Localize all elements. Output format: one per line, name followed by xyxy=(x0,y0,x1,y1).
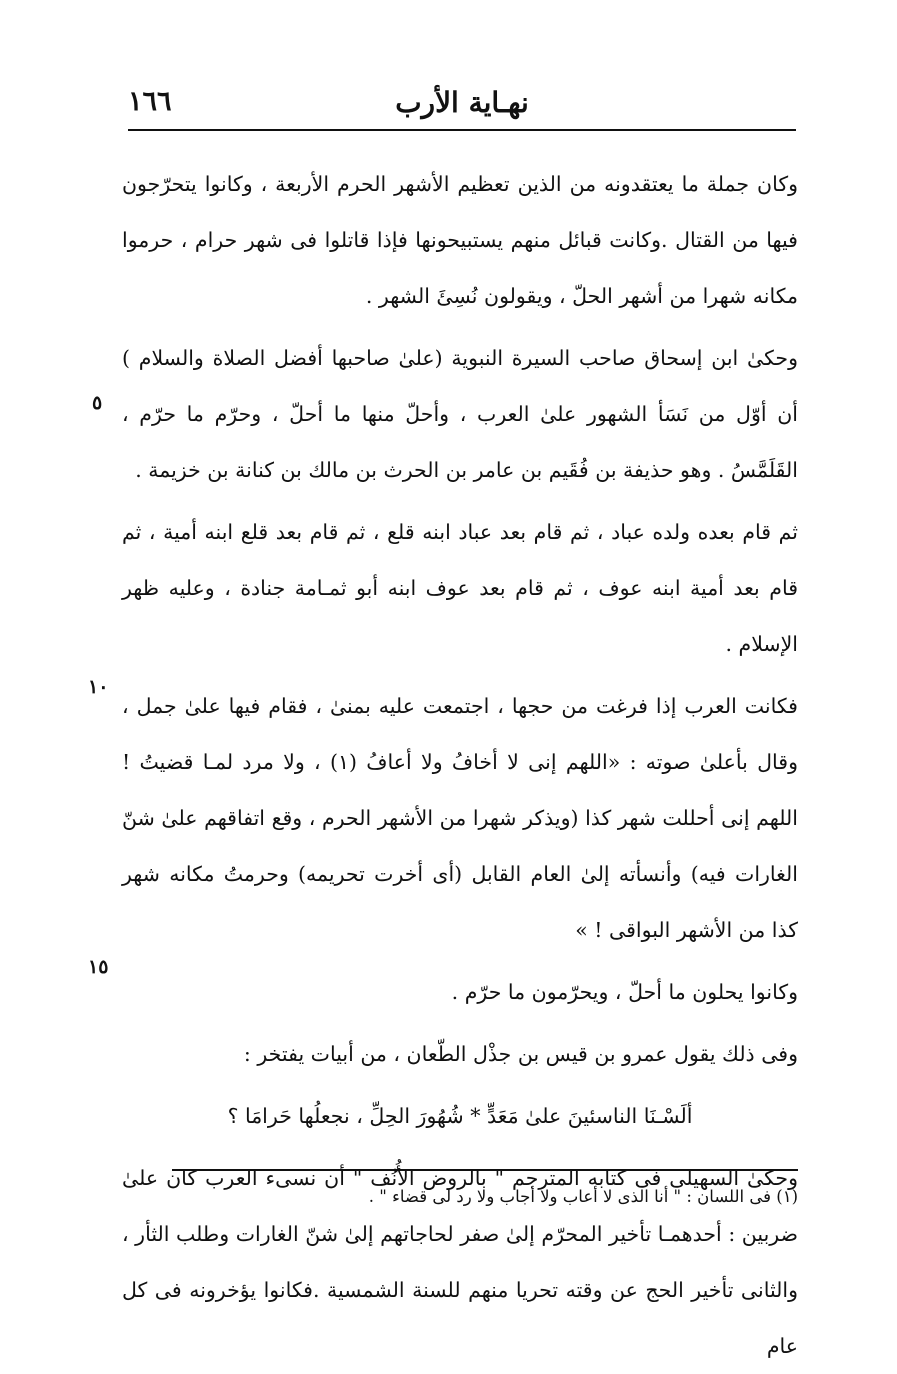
header-rule xyxy=(128,129,796,131)
poem-verse: ألَسْـنَا الناسئينَ علىٰ مَعَدٍّ * شُهُورَ الحِلِّ ، نجعلُها حَرامَا ؟ xyxy=(227,1104,693,1128)
footnote-rule xyxy=(172,1169,798,1171)
paragraph: فكانت العرب إذا فرغت من حجها ، اجتمعت عليه بمنىٰ ، فقام فيها علىٰ جمل ، وقال بأعلىٰ صوته : «اللهم إنى لا أخافُ ولا أعافُ (١) ، ولا مرد لمـا قضيتُ ! اللهم إنى أحللت شهر كذا (ويذكر شهرا من الأشهر الحرم ، وقع اتفاقهم علىٰ شنّ الغارات فيه) وأنسأته إلىٰ العام القابل (أى أخرت تحريمه) وحرمتُ مكانه شهر كذا من الأشهر البواقى ! » xyxy=(122,694,798,942)
running-title: نهـاية الأرب xyxy=(395,86,529,119)
paragraph: وحكىٰ السهيلى فى كتابه المترجم " بالروض الأُنُف " أن نسىء العرب كان علىٰ ضربين : أحدهمـا تأخير المحرّم إلىٰ صفر لحاجاتهم إلىٰ شنّ الغارات وطلب الثأر ، والثانى تأخير الحج عن وقته تحريا منهم للسنة الشمسية .فكانوا يؤخرونه فى كل عام xyxy=(122,1166,798,1358)
paragraph: ثم قام بعده ولده عباد ، ثم قام بعد عباد ابنه قلع ، ثم قام بعد قلع ابنه أمية ، ثم قام بعد أمية ابنه عوف ، ثم قام بعد عوف ابنه أبو ثمـامة جنادة ، وعليه ظهر الإسلام . xyxy=(122,520,798,656)
line-number-5: ٥ xyxy=(92,392,103,414)
line-number-10: ١٠ xyxy=(88,676,109,698)
footnote: (١) فى اللسان : " أنا الذى لا أعاب ولا أجاب ولا رد لى قضاء " . xyxy=(368,1187,798,1206)
paragraph: وفى ذلك يقول عمرو بن قيس بن جذْل الطّعان ، من أبيات يفتخر : xyxy=(243,1042,798,1066)
line-number-15: ١٥ xyxy=(88,956,109,978)
page-number: ١٦٦ xyxy=(128,86,172,117)
page-header xyxy=(128,80,796,124)
paragraph: وكان جملة ما يعتقدونه من الذين تعظيم الأشهر الحرم الأربعة ، وكانوا يتحرّجون فيها من القتال .وكانت قبائل منهم يستبيحونها فإذا قاتلوا فى شهر حرام ، حرموا مكانه شهرا من أشهر الحلّ ، ويقولون نُسِئَ الشهر . xyxy=(122,172,798,308)
paragraph: وحكىٰ ابن إسحاق صاحب السيرة النبوية (علىٰ صاحبها أفضل الصلاة والسلام ) أن أوّل من نَسَأ الشهور علىٰ العرب ، وأحلّ منها ما أحلّ ، وحرّم ما حرّم ، القَلَمَّسُ . وهو حذيفة بن فُقَيم بن عامر بن الحرث بن مالك بن كنانة بن خزيمة . xyxy=(122,346,798,482)
paragraph: وكانوا يحلون ما أحلّ ، ويحرّمون ما حرّم . xyxy=(451,980,798,1004)
